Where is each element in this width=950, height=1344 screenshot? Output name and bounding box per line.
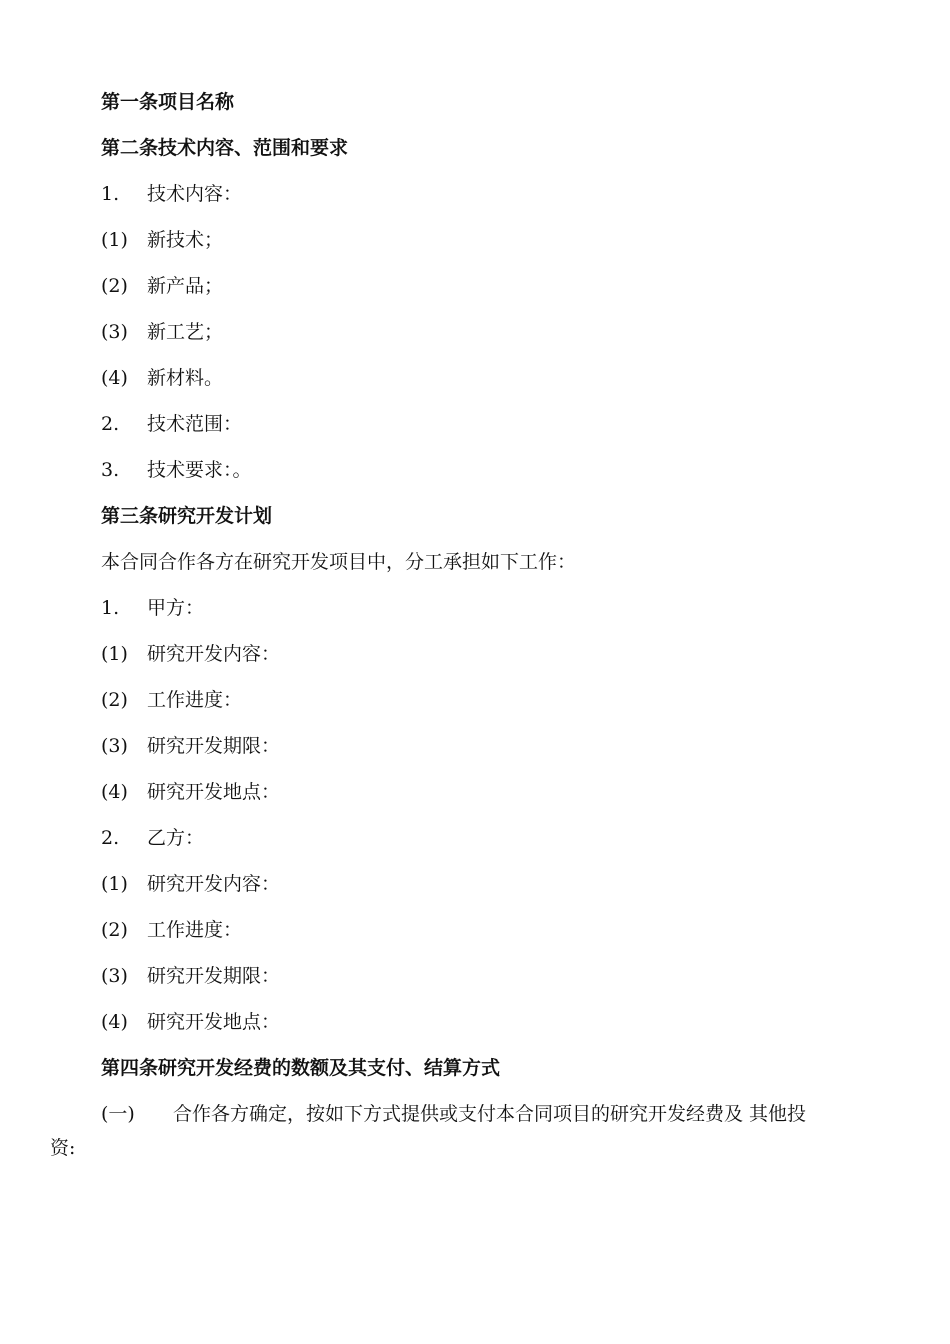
list-item-text: 新材料。 (147, 367, 224, 389)
list-item (101, 961, 280, 991)
list-item-text: 研究开发内容： (147, 873, 281, 895)
list-number: (2) (101, 689, 128, 711)
section-heading (101, 1053, 500, 1083)
list-number: 3. (101, 459, 120, 481)
list-item (101, 731, 280, 761)
list-item (101, 823, 204, 853)
list-number: 1. (101, 183, 120, 205)
section-heading (101, 501, 272, 531)
list-item-text: 新技术； (147, 229, 224, 251)
list-item-text: 乙方： (147, 827, 205, 849)
list-number: (2) (101, 919, 128, 941)
list-number: (3) (101, 965, 128, 987)
paragraph-funding-first-line (50, 1097, 900, 1131)
list-number: (1) (101, 229, 128, 251)
list-number: (2) (101, 275, 128, 297)
list-number: (4) (101, 367, 128, 389)
list-item (101, 363, 223, 393)
list-item (101, 179, 242, 209)
paragraph-continuation: 资: (50, 1137, 76, 1159)
list-item-text: 研究开发期限： (147, 965, 281, 987)
list-item-text: 新产品； (147, 275, 224, 297)
list-number: (一) (101, 1103, 135, 1125)
list-item-text: 技术范围： (147, 413, 243, 435)
list-item (101, 685, 242, 715)
section-heading (101, 133, 348, 163)
section-heading-text: 第三条研究开发计划 (101, 505, 273, 527)
list-item-text: 工作进度： (147, 919, 243, 941)
list-item-text: 研究开发内容： (147, 643, 281, 665)
list-item-text: 技术要求：。 (147, 459, 252, 481)
list-number: 2. (101, 827, 120, 849)
list-item (101, 1007, 280, 1037)
list-number: 2. (101, 413, 120, 435)
list-item (101, 455, 252, 485)
section-heading-text: 第二条技术内容、范围和要求 (101, 137, 349, 159)
list-number: 1. (101, 597, 120, 619)
list-item-text: 技术内容： (147, 183, 243, 205)
list-item-text: 新工艺； (147, 321, 224, 343)
list-item-text: 工作进度： (147, 689, 243, 711)
list-number: (1) (101, 643, 128, 665)
list-item (101, 915, 242, 945)
list-item (101, 225, 223, 255)
paragraph-text: 合作各方确定，按如下方式提供或支付本合同项目的研究开发经费及 其他投 (173, 1103, 807, 1125)
list-item (101, 409, 242, 439)
list-number: (4) (101, 781, 128, 803)
section-heading-text: 第一条项目名称 (101, 91, 235, 113)
list-number: (3) (101, 735, 128, 757)
list-item (101, 547, 576, 577)
list-item (101, 869, 280, 899)
list-item-text: 研究开发期限： (147, 735, 281, 757)
list-item-text: 本合同合作各方在研究开发项目中，分工承担如下工作： (101, 551, 577, 573)
section-heading-text: 第四条研究开发经费的数额及其支付、结算方式 (101, 1057, 501, 1079)
list-item (101, 271, 223, 301)
list-number: (1) (101, 873, 128, 895)
section-heading (101, 87, 234, 117)
list-number: (3) (101, 321, 128, 343)
list-item (101, 777, 280, 807)
list-item (101, 593, 204, 623)
paragraph-funding (50, 1097, 900, 1165)
list-item (101, 639, 280, 669)
list-item-text: 研究开发地点： (147, 1011, 281, 1033)
list-item-text: 研究开发地点： (147, 781, 281, 803)
list-item-text: 甲方： (147, 597, 205, 619)
list-number: (4) (101, 1011, 128, 1033)
list-item (101, 317, 223, 347)
